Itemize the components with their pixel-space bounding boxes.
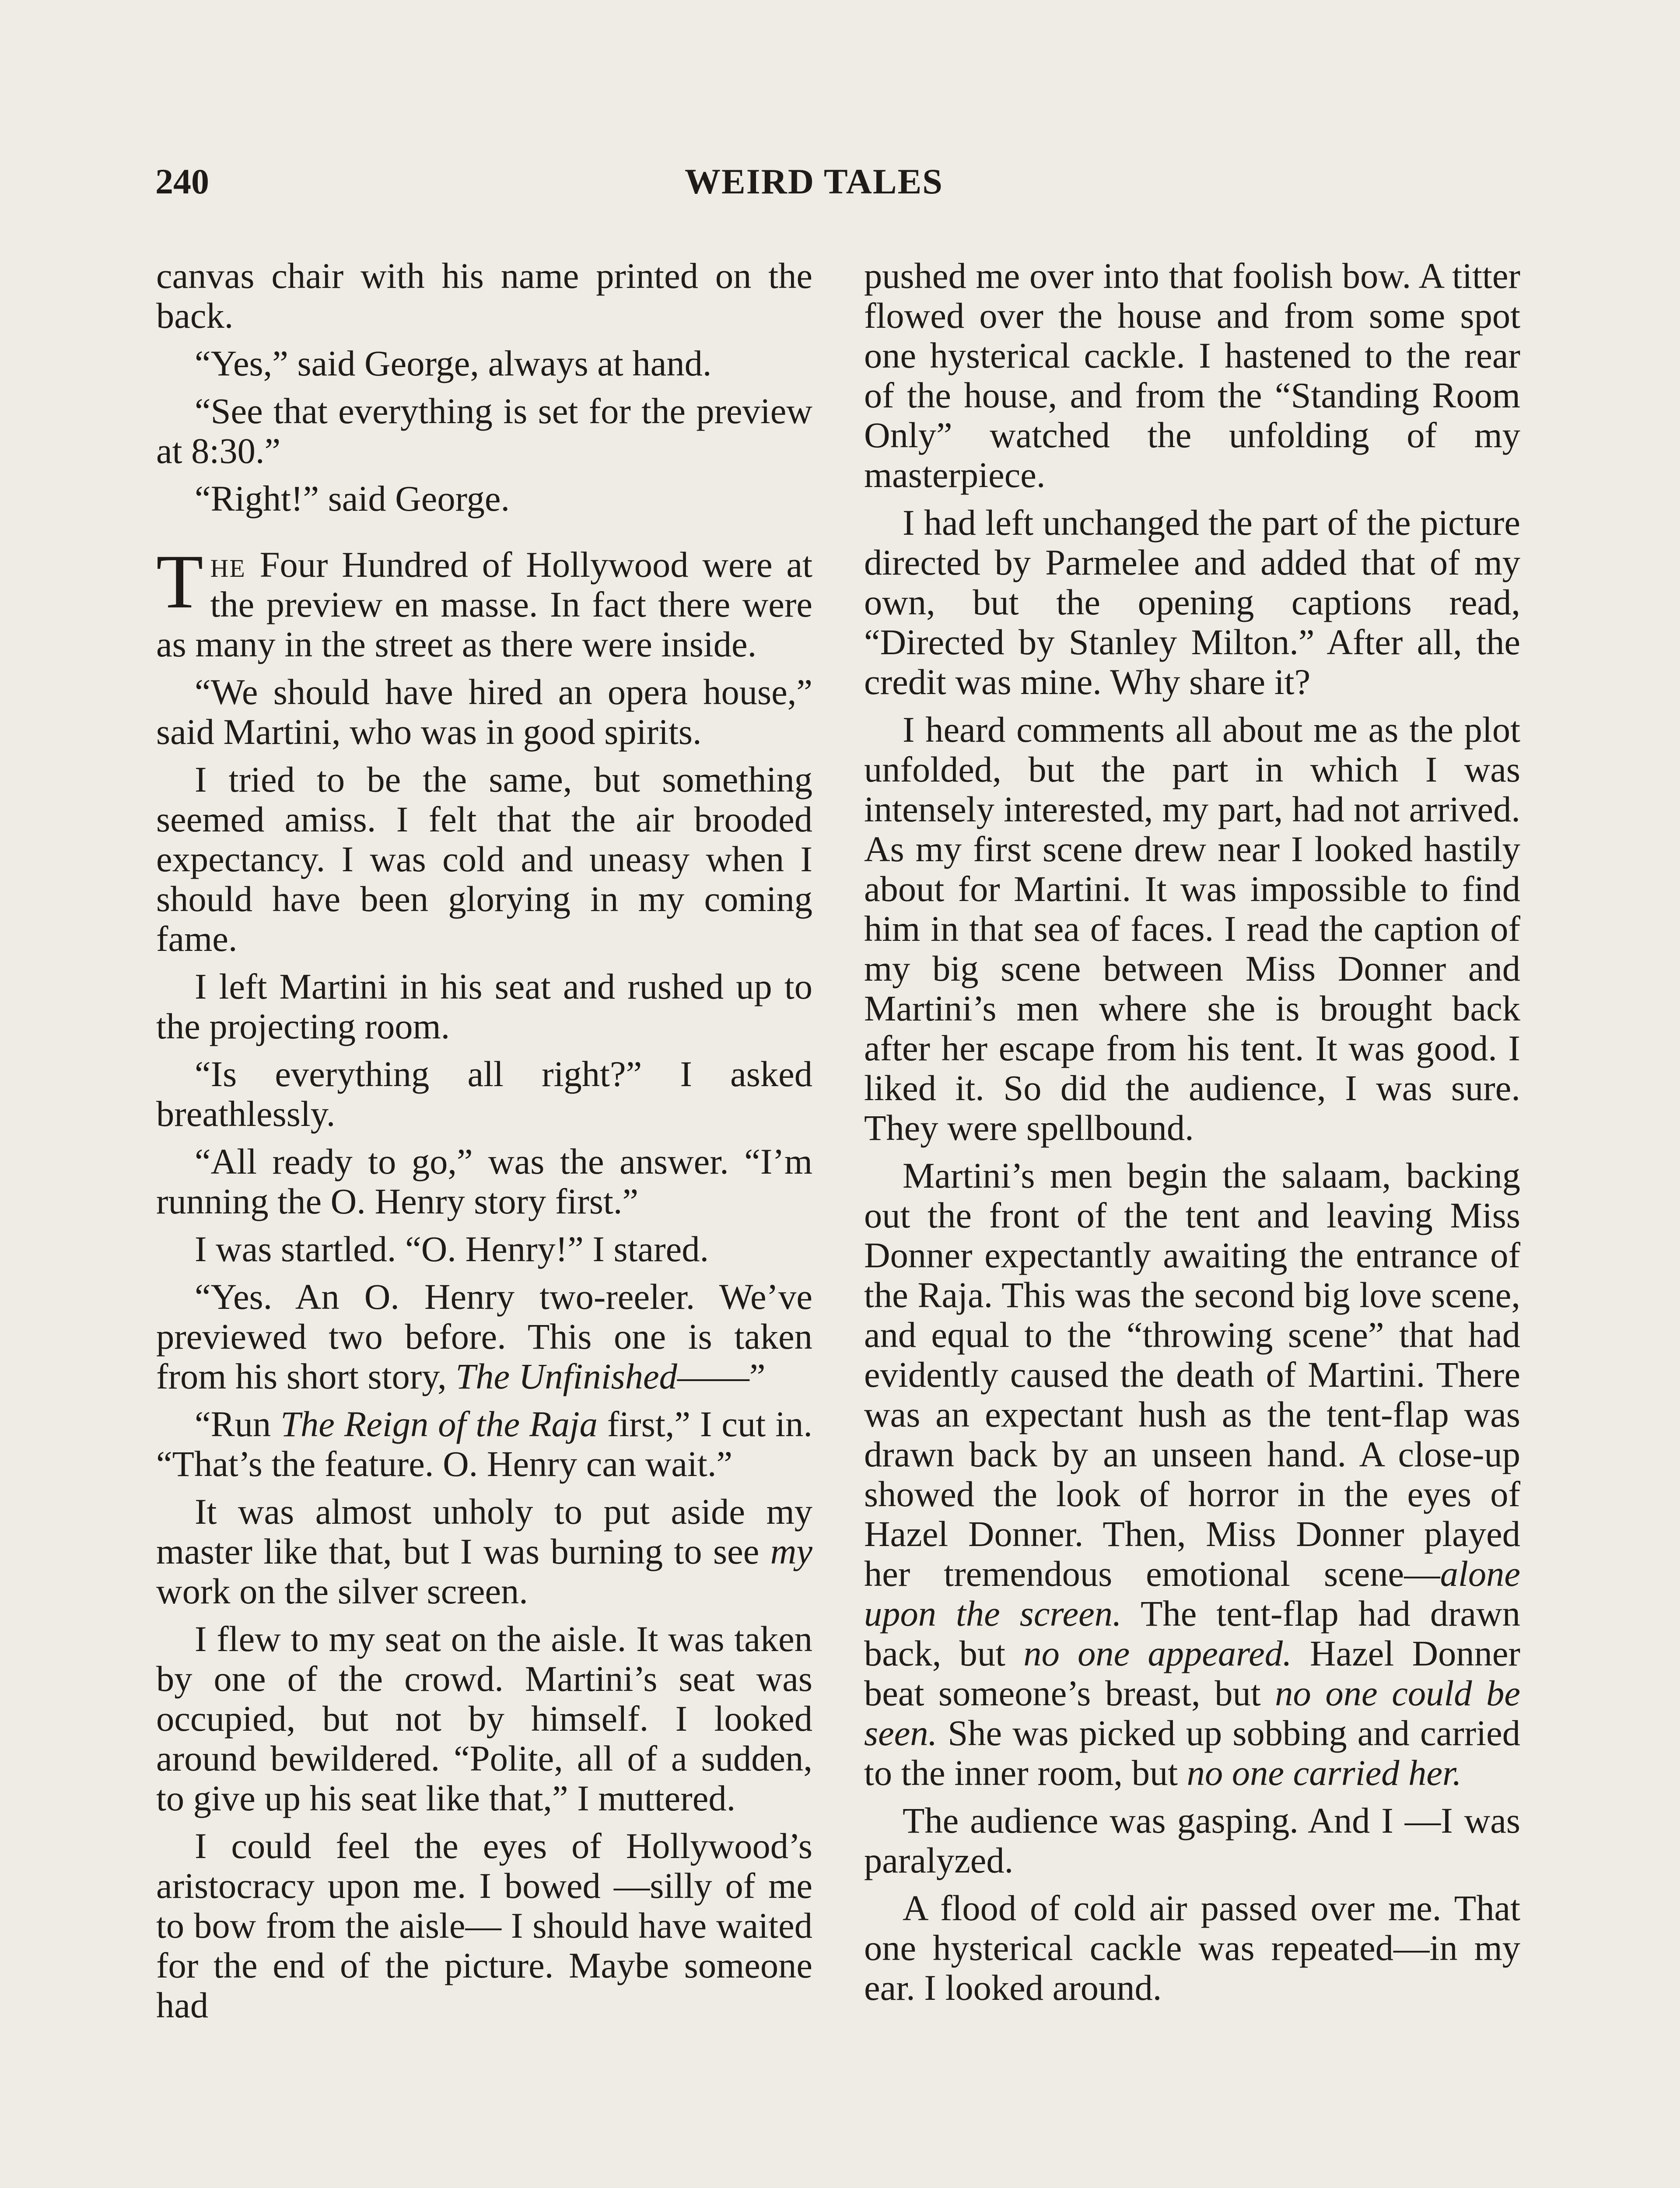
paragraph: I had left unchanged the part of the picture directed by Parmelee and added that of my own, but the opening captions read, “Directed by Stanley Milton.” After all, the credit was mine. Why share it? [864,502,1520,702]
paragraph: I was startled. “O. Henry!” I stared. [195,1229,709,1269]
paragraph: I left Martini in his seat and rushed up to the projecting room. [156,966,812,1046]
paragraph: canvas chair with his name printed on the back. [156,256,812,336]
paragraph: “Is everything all right?” I asked breathlessly. [156,1054,812,1134]
paragraph-text: first,” I cut in. “That’s the feature. O. Henry can wait.” [156,1404,812,1484]
paragraph: The audience was gasping. And I —I was paralyzed. [864,1800,1520,1880]
paragraph [864,1156,1520,1793]
paragraph-text: Hazel Donner beat someone’s breast, but [864,1633,1520,1713]
paragraph: “Yes,” said George, always at hand. [195,343,712,383]
paragraph: “All ready to go,” was the answer. “I’m running the O. Henry story first.” [156,1141,812,1221]
right-column [864,256,1520,2016]
paragraph: I tried to be the same, but something seemed amiss. I felt that the air brooded expectancy. I was cold and uneasy when I should have been glorying in my coming fame. [156,759,812,959]
paragraph: I heard comments all about me as the plot unfolded, but the part in which I was intensely interested, my part, had not arrived. As my first scene drew near I looked hastily about for Martini. It was impossible to find him in that sea of faces. I read the caption of my big scene between Miss Donner and Martini’s men where she is brought back after her escape from his tent. It was good. I liked it. So did the audience, I was sure. They were spellbound. [864,709,1520,1148]
emphasis: no one could be seen. [864,1673,1520,1753]
paragraph: I could feel the eyes of Hollywood’s aristocracy upon me. I bowed —silly of me to bow from the aisle— I should have waited for the end of the picture. Maybe someone had [156,1826,812,2025]
story-title: The Unfinished [455,1356,677,1396]
paragraph-text: work on the silver screen. [156,1571,528,1611]
paragraph-text: Four Hundred of Hollywood were at the preview en masse. In fact there were as many in the street as there were inside. [156,544,812,664]
emphasis: my [770,1531,812,1571]
paragraph-text: “Run [195,1404,281,1444]
paragraph: “We should have hired an opera house,” said Martini, who was in good spirits. [156,672,812,752]
emphasis: alone upon the screen. [864,1553,1520,1634]
paragraph-text: “Yes. An O. Henry two-reeler. We’ve previewed two before. This one is taken from his short story, [156,1276,812,1396]
paragraph-text: It was almost unholy to put aside my master like that, but I was burning to see [156,1491,812,1571]
paragraph [156,1277,812,1396]
emphasis: no one appeared. [1023,1633,1292,1673]
small-caps-lead: he [210,544,246,585]
paragraph [156,1492,812,1611]
running-title: WEIRD TALES [685,161,943,201]
paragraph-text: ——” [677,1356,766,1396]
film-title: The Reign of the Raja [280,1404,598,1444]
page-number: 240 [155,161,209,201]
paragraph: I flew to my seat on the aisle. It was taken by one of the crowd. Martini’s seat was occupied, but not by himself. I looked around bewildered. “Polite, all of a sudden, to give up his seat like that,” I muttered. [156,1619,812,1818]
page-header [155,155,943,208]
paragraph [156,1404,812,1484]
paragraph-text: She was picked up sobbing and carried to the inner room, but [864,1713,1520,1793]
paragraph: “See that everything is set for the preview at 8:30.” [156,391,812,471]
left-column [156,256,812,2033]
paragraph-text: The tent-flap had drawn back, but [864,1593,1520,1673]
paragraph: A flood of cold air passed over me. That one hysterical cackle was repeated—in my ear. I looked around. [864,1888,1520,2008]
paragraph: “Right!” said George. [195,478,510,519]
paragraph: pushed me over into that foolish bow. A titter flowed over the house and from some spot one hysterical cackle. I hastened to the rear of the house, and from the “Standing Room Only” watched the unfolding of my masterpiece. [864,256,1520,495]
emphasis: no one carried her. [1186,1753,1462,1793]
section-start-paragraph [156,539,812,664]
drop-cap: T [156,539,203,624]
paragraph-text: Martini’s men begin the salaam, backing out the front of the tent and leaving Miss Donner expectantly awaiting the entrance of the Raja. This was the second big love scene, and equal to the “throwing scene” that had evidently caused the death of Martini. There was an expectant hush as the tent-flap was drawn back by an unseen hand. A close-up showed the look of horror in the eyes of Hazel Donner. Then, Miss Donner played her tremendous emotional scene— [864,1155,1520,1594]
